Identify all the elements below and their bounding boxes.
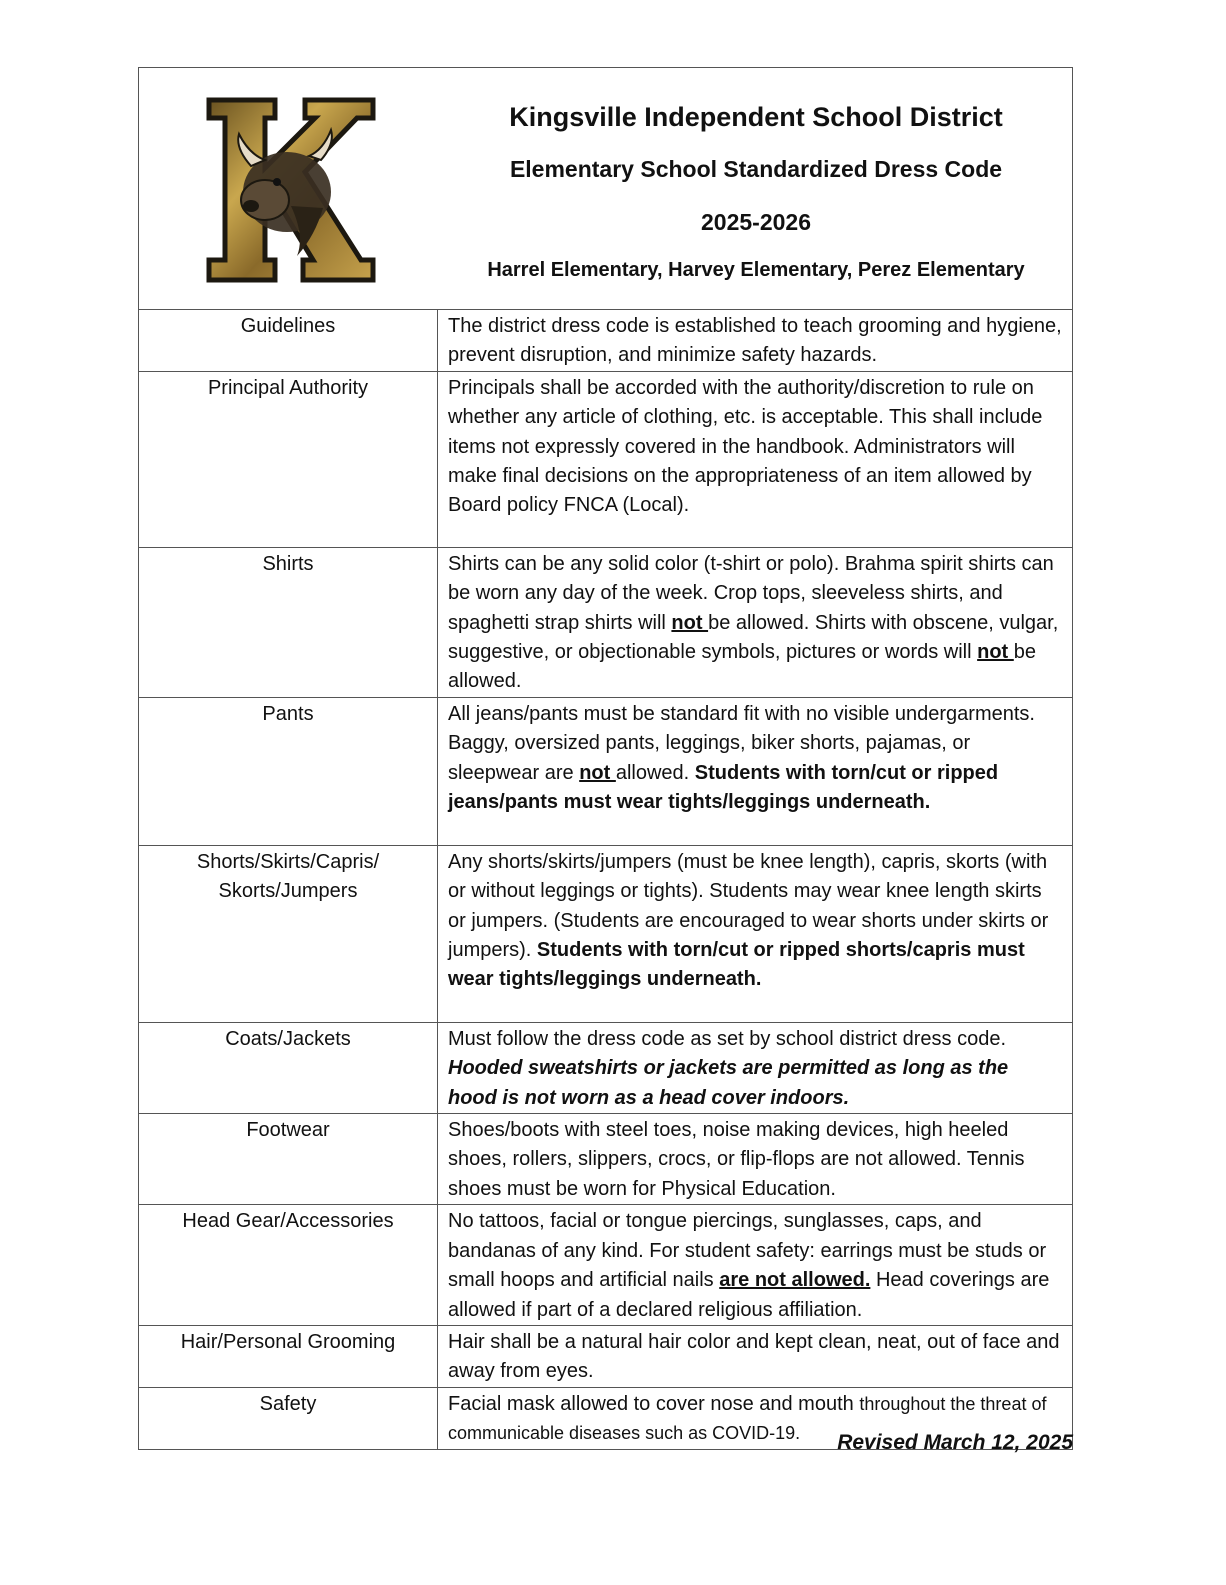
- row-content: [438, 697, 1073, 845]
- shorts-label-line-2: Skorts/Jumpers: [218, 880, 358, 903]
- headgear-text-1: No tattoos, facial or tongue piercings, sunglasses, caps, and bandanas of any kind. For student safety: earrings must be studs or small hoops and artificial nails: [448, 1210, 1047, 1292]
- district-title: Kingsville Independent School District: [509, 102, 1003, 132]
- dress-code-table: [139, 310, 1072, 1449]
- dress-code-title: Elementary School Standardized Dress Code: [509, 156, 1003, 182]
- table-row: [139, 1325, 1072, 1387]
- document-header: [139, 68, 1072, 310]
- row-label: Footwear: [139, 1114, 438, 1205]
- brahma-bull-k-logo: [205, 96, 377, 286]
- table-row: [139, 1114, 1072, 1205]
- header-titles: [451, 98, 1061, 285]
- table-row: [139, 547, 1072, 697]
- headgear-text-2: Head coverings are allowed if part of a declared religious affiliation.: [448, 1269, 1050, 1321]
- school-list: Harrel Elementary, Harvey Elementary, Perez Elementary: [487, 259, 1025, 281]
- row-content: The district dress code is established to teach grooming and hygiene, prevent disruption, and minimize safety hazards.: [448, 315, 1062, 367]
- shirts-text-3: be allowed.: [448, 641, 1037, 693]
- pants-bold-rule: Students with torn/cut or ripped jeans/pants must wear tights/leggings underneath.: [448, 761, 999, 814]
- table-row: [139, 1205, 1072, 1326]
- shirts-not-2: not: [977, 641, 1014, 664]
- revised-date: Revised March 12, 2025: [837, 1431, 1073, 1454]
- row-content: Principals shall be accorded with the authority/discretion to rule on whether any article of clothing, etc. is acceptable. This shall include items not expressly covered in the handbook. Administrators will make final decisions on the appropriateness of an item allowed by Board policy FNCA (Local).: [438, 371, 1073, 547]
- row-label: Safety: [139, 1387, 438, 1448]
- safety-text-2: throughout the threat of communicable diseases such as COVID-19.: [448, 1393, 1047, 1444]
- table-row: [139, 310, 1072, 371]
- shorts-label-line-1: Shorts/Skirts/Capris/: [196, 850, 380, 873]
- pants-text-2: allowed.: [615, 761, 695, 784]
- headgear-not-allowed: are not allowed.: [719, 1269, 871, 1292]
- pants-text-1: All jeans/pants must be standard fit with no visible undergarments. Baggy, oversized pants, leggings, biker shorts, pajamas, or sleepwear are: [448, 702, 1035, 784]
- shirts-text-1: Shirts can be any solid color (t-shirt or polo). Brahma spirit shirts can be worn any day of the week. Crop tops, sleeveless shirts, and spaghetti strap shirts will: [448, 552, 1054, 634]
- table-row: [139, 371, 1072, 547]
- row-label: [139, 845, 438, 1022]
- row-label: Pants: [139, 697, 438, 845]
- dress-code-sheet: [138, 67, 1073, 1450]
- row-label: Coats/Jackets: [139, 1022, 438, 1113]
- table-row: [139, 845, 1072, 1022]
- table-row: [139, 697, 1072, 845]
- row-label: Guidelines: [139, 310, 438, 371]
- shorts-bold-rule: Students with torn/cut or ripped shorts/capris must wear tights/leggings underneath.: [448, 939, 1025, 991]
- row-label: Head Gear/Accessories: [139, 1205, 438, 1326]
- row-content: [438, 547, 1073, 697]
- table-row: [139, 1022, 1072, 1113]
- coats-bold-italic-rule: Hooded sweatshirts or jackets are permitted as long as the hood is not worn as a head cover indoors.: [448, 1057, 1009, 1109]
- school-year: 2025-2026: [701, 209, 811, 235]
- row-label: Hair/Personal Grooming: [139, 1325, 438, 1387]
- shirts-not-1: not: [671, 611, 709, 634]
- row-content: Hair shall be a natural hair color and kept clean, neat, out of face and away from eyes.: [438, 1325, 1073, 1387]
- row-content: [438, 1205, 1073, 1326]
- coats-text: Must follow the dress code as set by school district dress code.: [448, 1027, 1007, 1050]
- shorts-text: Any shorts/skirts/jumpers (must be knee length), capris, skorts (with or without leggings or tights). Students may wear knee length skirts or jumpers. (Students are encouraged to wear shorts under skirts or jumpers).: [448, 850, 1049, 962]
- row-content: [438, 845, 1073, 1022]
- row-label: Shirts: [139, 547, 438, 697]
- pants-not: not: [579, 761, 616, 784]
- row-content: Shoes/boots with steel toes, noise making devices, high heeled shoes, rollers, slippers, crocs, or flip-flops are not allowed. Tennis shoes must be worn for Physical Education.: [438, 1114, 1073, 1205]
- row-label: Principal Authority: [139, 371, 438, 547]
- shirts-text-2: be allowed. Shirts with obscene, vulgar, suggestive, or objectionable symbols, pictures or words will: [448, 611, 1059, 664]
- safety-text-1: Facial mask allowed to cover nose and mouth: [448, 1392, 860, 1415]
- row-content: [438, 1022, 1073, 1113]
